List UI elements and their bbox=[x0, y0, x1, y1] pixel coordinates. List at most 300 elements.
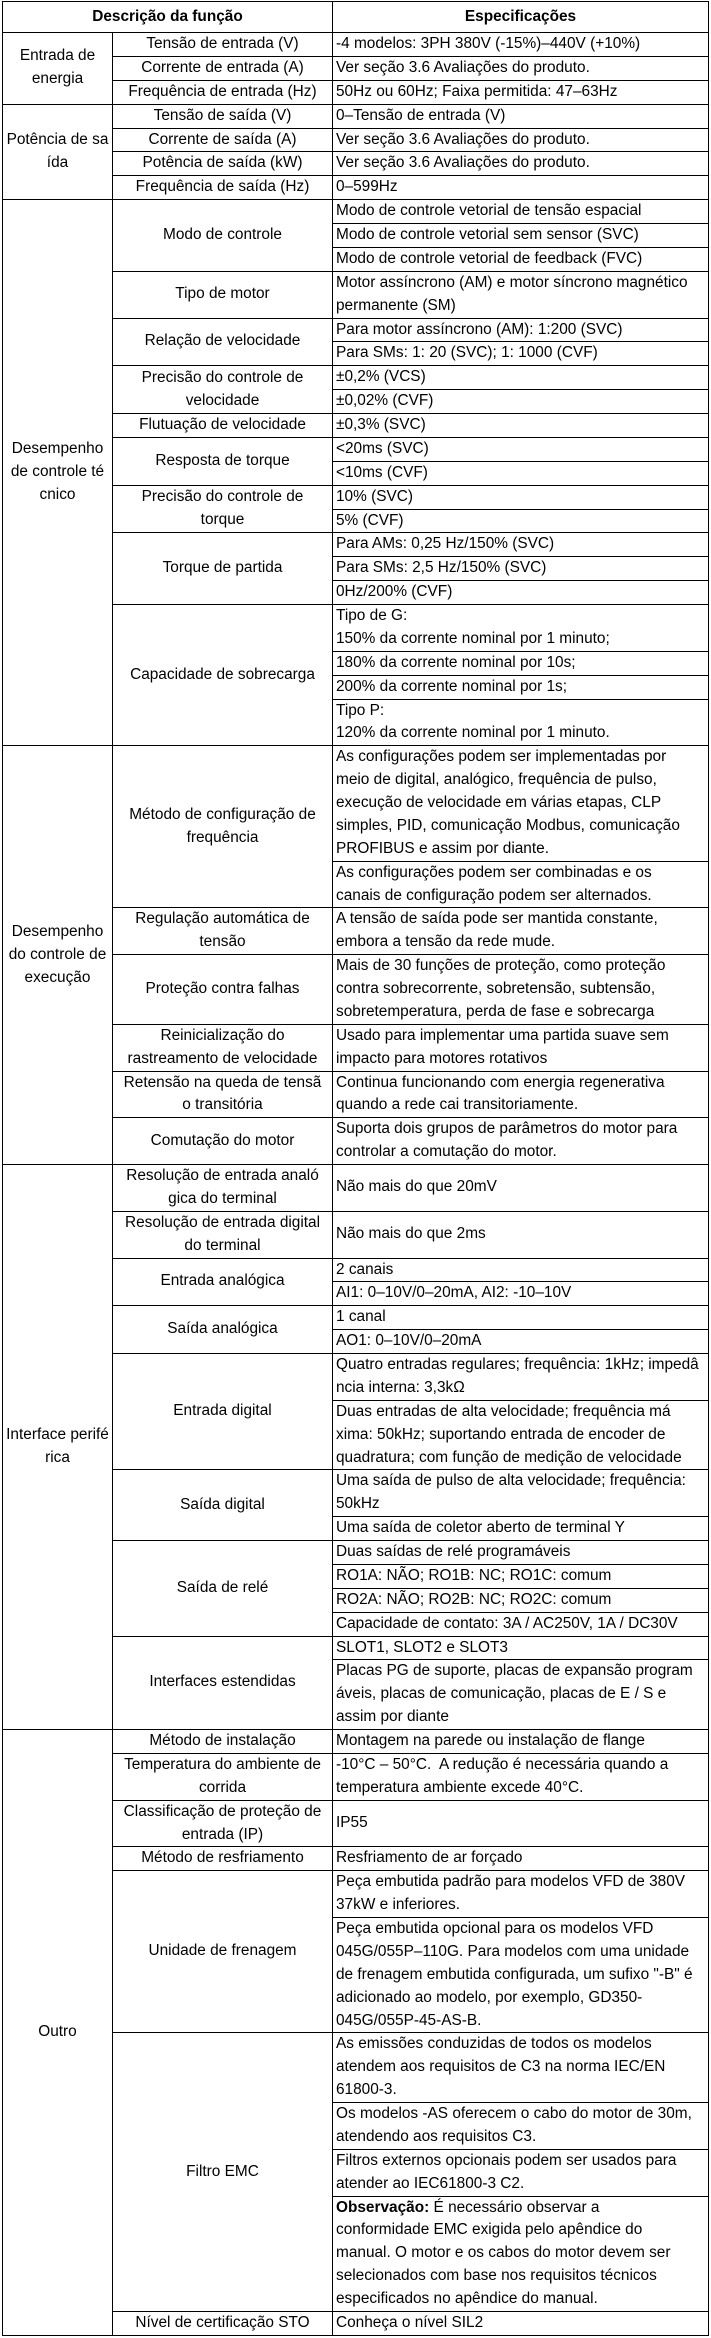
cell-line: Filtros externos opcionais podem ser usados para bbox=[336, 2151, 677, 2169]
spec-column bbox=[333, 1072, 709, 1119]
cell-line: Modo de controle vetorial de tensão espacial bbox=[336, 202, 642, 220]
function-cell bbox=[113, 366, 333, 414]
spec-column bbox=[333, 105, 709, 129]
spec-cell bbox=[333, 366, 709, 390]
cell-line: rastreamento de velocidade bbox=[127, 1049, 318, 1067]
cell-line: ncia interna: 3,3kΩ bbox=[336, 1378, 465, 1396]
table-row bbox=[113, 1470, 709, 1541]
table-row bbox=[113, 1871, 709, 2033]
group-rows bbox=[113, 200, 709, 746]
spec-column bbox=[333, 200, 709, 272]
header-function-description: Descrição da função bbox=[3, 2, 333, 33]
spec-cell bbox=[333, 33, 709, 57]
cell-line: Capacidade de contato: 3A / AC250V, 1A / DC30V bbox=[336, 1614, 678, 1632]
function-cell bbox=[113, 2033, 333, 2312]
spec-cell bbox=[333, 57, 709, 81]
spec-column bbox=[333, 955, 709, 1025]
table-group bbox=[3, 746, 709, 1165]
spec-cell bbox=[333, 1025, 709, 1072]
cell-line: Peça embutida opcional para os modelos VFD bbox=[336, 1920, 654, 1937]
cell-line: IP55 bbox=[336, 1814, 368, 1832]
function-cell bbox=[113, 200, 333, 272]
function-cell bbox=[113, 57, 333, 81]
cell-line: Peça embutida padrão para modelos VFD de 380V bbox=[336, 1873, 686, 1891]
cell-line: Uma saída de coletor aberto de terminal Y bbox=[336, 1519, 625, 1537]
spec-column bbox=[333, 1306, 709, 1354]
function-cell bbox=[113, 533, 333, 605]
spec-cell bbox=[333, 1212, 709, 1259]
category-cell bbox=[3, 33, 113, 105]
table-row bbox=[113, 33, 709, 57]
function-cell bbox=[113, 33, 333, 57]
spec-cell bbox=[333, 676, 709, 700]
cell-line: Retensão na queda de tensã bbox=[123, 1073, 322, 1091]
spec-cell bbox=[333, 1306, 709, 1330]
spec-cell bbox=[333, 862, 709, 909]
spec-cell bbox=[333, 1517, 709, 1541]
category-cell bbox=[3, 1730, 113, 2336]
function-cell bbox=[113, 1754, 333, 1801]
spec-cell bbox=[333, 908, 709, 955]
table-row bbox=[113, 176, 709, 200]
cell-line: 50Hz ou 60Hz; Faixa permitida: 47–63Hz bbox=[336, 82, 618, 100]
cell-line: Frequência de entrada (Hz) bbox=[128, 82, 317, 100]
cell-line: quadratura; com função de medição de velocidade bbox=[336, 1448, 682, 1466]
spec-column bbox=[333, 152, 709, 176]
cell-line: ±0,2% (VCS) bbox=[336, 368, 426, 386]
cell-line: Entrada analógica bbox=[160, 1272, 285, 1290]
spec-column bbox=[333, 57, 709, 81]
cell-line: Potência de sa bbox=[6, 131, 109, 148]
category-cell bbox=[3, 105, 113, 201]
spec-column bbox=[333, 1025, 709, 1072]
table-row bbox=[113, 319, 709, 367]
cell-line: Tipo de motor bbox=[175, 285, 270, 303]
spec-cell bbox=[333, 1470, 709, 1517]
cell-line: 5% (CVF) bbox=[336, 511, 404, 529]
cell-line: Torque de partida bbox=[162, 559, 283, 577]
table-row bbox=[113, 1730, 709, 1754]
table-row bbox=[113, 366, 709, 414]
spec-cell bbox=[333, 438, 709, 462]
cell-line: Flutuação de velocidade bbox=[139, 416, 306, 433]
cell-line: contra sobrecorrente, sobretensão, subtensão, bbox=[336, 980, 656, 997]
cell-line: Potência de saída (kW) bbox=[142, 154, 303, 172]
cell-line: 2 canais bbox=[336, 1260, 394, 1278]
table-row bbox=[113, 1847, 709, 1871]
cell-line: Continua funcionando com energia regenerativa bbox=[336, 1073, 665, 1091]
cell-line: atender ao IEC61800-3 C2. bbox=[336, 2174, 525, 2192]
cell-line: frequência bbox=[186, 828, 259, 846]
spec-cell bbox=[333, 200, 709, 224]
table-header bbox=[3, 2, 709, 33]
spec-cell bbox=[333, 81, 709, 105]
cell-line: Suporta dois grupos de parâmetros do motor para bbox=[336, 1120, 678, 1138]
cell-line: Os modelos -AS oferecem o cabo do motor de 30m, bbox=[336, 2105, 692, 2122]
cell-line: Proteção contra falhas bbox=[145, 980, 300, 997]
function-cell bbox=[113, 1165, 333, 1212]
spec-cell bbox=[333, 1565, 709, 1589]
spec-cell bbox=[333, 2312, 709, 2336]
spec-cell bbox=[333, 319, 709, 343]
cell-line: RO2A: NÃO; RO2B: NC; RO2C: comum bbox=[336, 1590, 612, 1608]
spec-cell bbox=[333, 1871, 709, 1918]
cell-line: Precisão do controle de bbox=[141, 488, 304, 506]
table-row bbox=[113, 129, 709, 153]
cell-line: Unidade de frenagem bbox=[148, 1942, 297, 1960]
cell-line: Temperatura do ambiente de bbox=[124, 1755, 321, 1773]
table-row bbox=[113, 1541, 709, 1637]
cell-line: Não mais do que 2ms bbox=[336, 1225, 486, 1243]
spec-cell bbox=[333, 1660, 709, 1730]
spec-cell bbox=[333, 605, 709, 652]
bold-label: Observação: bbox=[336, 2198, 430, 2216]
cell-line: de controle té bbox=[10, 463, 105, 481]
cell-line: Modo de controle vetorial de feedback (FVC) bbox=[336, 249, 643, 267]
cell-line: Tensão de entrada (V) bbox=[146, 35, 299, 52]
cell-line: 50kHz bbox=[336, 1495, 380, 1513]
function-cell bbox=[113, 129, 333, 153]
cell-line: As emissões conduzidas de todos os modelos bbox=[336, 2035, 652, 2053]
cell-line: AI1: 0–10V/0–20mA, AI2: -10–10V bbox=[336, 1284, 572, 1302]
cell-line: Para SMs: 1: 20 (SVC); 1: 1000 (CVF) bbox=[336, 344, 598, 362]
function-cell bbox=[113, 414, 333, 438]
table-row bbox=[113, 605, 709, 746]
cell-line: Relação de velocidade bbox=[144, 332, 301, 350]
cell-line: 0–599Hz bbox=[336, 178, 398, 196]
cell-line: rica bbox=[45, 1449, 70, 1466]
table-row bbox=[113, 1801, 709, 1848]
cell-line: selecionados com base nos requisitos técnicos bbox=[336, 2267, 657, 2285]
table-row bbox=[113, 438, 709, 486]
cell-line: Entrada de bbox=[19, 47, 96, 65]
cell-line: 61800-3. bbox=[336, 2081, 397, 2099]
cell-line: Classificação de proteção de bbox=[123, 1802, 322, 1820]
cell-line: temperatura ambiente excede 40°C. bbox=[336, 1778, 584, 1796]
function-cell bbox=[113, 1306, 333, 1354]
cell-line: meio de digital, analógico, frequência de pulso, bbox=[336, 771, 657, 789]
cell-line: Desempenho bbox=[11, 440, 104, 458]
cell-line: Filtro EMC bbox=[186, 2162, 259, 2180]
spec-cell bbox=[333, 342, 709, 366]
spec-cell bbox=[333, 955, 709, 1025]
spec-column bbox=[333, 1165, 709, 1212]
spec-cell bbox=[333, 1165, 709, 1212]
spec-column bbox=[333, 1118, 709, 1165]
cell-line: Para motor assíncrono (AM): 1:200 (SVC) bbox=[336, 320, 623, 338]
spec-column bbox=[333, 1847, 709, 1871]
spec-column bbox=[333, 272, 709, 319]
cell-line: embora a tensão da rede mude. bbox=[336, 933, 556, 951]
spec-column bbox=[333, 1354, 709, 1470]
spec-cell bbox=[333, 129, 709, 153]
cell-line: canais de configuração podem ser alternados. bbox=[336, 886, 652, 904]
function-cell bbox=[113, 105, 333, 129]
cell-line: 0Hz/200% (CVF) bbox=[336, 583, 453, 601]
cell-line: Modo de controle bbox=[163, 226, 282, 243]
cell-line: Para AMs: 0,25 Hz/150% (SVC) bbox=[336, 535, 555, 553]
cell-line: Saída digital bbox=[180, 1495, 265, 1513]
spec-column bbox=[333, 1212, 709, 1259]
spec-column bbox=[333, 1259, 709, 1307]
cell-line: de frenagem embutida configurada, um sufixo "-B" é bbox=[336, 1965, 693, 1983]
cell-line: A tensão de saída pode ser mantida constante, bbox=[336, 910, 658, 928]
cell-line: impacto para motores rotativos bbox=[336, 1049, 548, 1067]
cell-line: simples, PID, comunicação Modbus, comunicação bbox=[336, 816, 680, 834]
spec-cell bbox=[333, 1589, 709, 1613]
spec-column bbox=[333, 2033, 709, 2312]
spec-column bbox=[333, 1730, 709, 1754]
cell-line: assim por diante bbox=[336, 1708, 449, 1726]
spec-cell bbox=[333, 1730, 709, 1754]
spec-cell bbox=[333, 272, 709, 319]
cell-line: 37kW e inferiores. bbox=[336, 1896, 461, 1914]
cell-line: Uma saída de pulso de alta velocidade; frequência: bbox=[336, 1472, 686, 1490]
spec-column bbox=[333, 908, 709, 955]
cell-line: atendem aos requisitos de C3 na norma IEC/EN bbox=[336, 2058, 666, 2076]
cell-line: Resolução de entrada analó bbox=[126, 1167, 319, 1184]
function-cell bbox=[113, 1025, 333, 1072]
spec-cell bbox=[333, 176, 709, 200]
cell-line: o transitória bbox=[182, 1096, 263, 1114]
spec-column bbox=[333, 414, 709, 438]
cell-line: ±0,02% (CVF) bbox=[336, 392, 434, 410]
spec-column bbox=[333, 1637, 709, 1731]
cell-line: xima: 50kHz; suportando entrada de encoder de bbox=[336, 1425, 666, 1443]
cell-line: 10% (SVC) bbox=[336, 487, 413, 505]
function-cell bbox=[113, 438, 333, 486]
spec-cell bbox=[333, 700, 709, 747]
spec-cell bbox=[333, 1754, 709, 1801]
cell-line: <10ms (CVF) bbox=[336, 463, 428, 481]
function-cell bbox=[113, 746, 333, 908]
category-cell bbox=[3, 200, 113, 746]
cell-line: <20ms (SVC) bbox=[336, 439, 429, 457]
spec-column bbox=[333, 605, 709, 746]
spec-cell bbox=[333, 152, 709, 176]
spec-cell bbox=[333, 1354, 709, 1401]
category-cell bbox=[3, 1165, 113, 1730]
table-row bbox=[113, 200, 709, 272]
table-body bbox=[3, 33, 709, 2336]
header-specifications: Especificações bbox=[333, 2, 709, 33]
cell-line: Corrente de saída (A) bbox=[148, 130, 297, 148]
cell-line: Conheça o nível SIL2 bbox=[336, 2313, 484, 2331]
cell-line: do terminal bbox=[184, 1236, 261, 1254]
spec-cell bbox=[333, 1401, 709, 1471]
cell-line: Nível de certificação STO bbox=[135, 2313, 310, 2331]
group-rows bbox=[113, 746, 709, 1165]
table-row bbox=[113, 955, 709, 1025]
function-cell bbox=[113, 2312, 333, 2336]
specification-table bbox=[2, 1, 709, 2336]
cell-line: -4 modelos: 3PH 380V (-15%)–440V (+10%) bbox=[336, 35, 641, 52]
cell-line: Entrada digital bbox=[173, 1402, 272, 1420]
spec-cell bbox=[333, 105, 709, 129]
group-rows bbox=[113, 105, 709, 201]
cell-line: permanente (SM) bbox=[336, 296, 456, 314]
function-cell bbox=[113, 81, 333, 105]
spec-cell bbox=[333, 1541, 709, 1565]
cell-line: Duas saídas de relé programáveis bbox=[336, 1543, 571, 1560]
cell-line: conformidade EMC exigida pelo apêndice do bbox=[336, 2221, 643, 2239]
cell-line: Saída de relé bbox=[176, 1578, 269, 1596]
table-row bbox=[113, 1637, 709, 1731]
function-cell bbox=[113, 1730, 333, 1754]
cell-line: 0–Tensão de entrada (V) bbox=[336, 106, 506, 124]
spec-cell bbox=[333, 1259, 709, 1283]
table-row bbox=[113, 272, 709, 319]
function-cell bbox=[113, 1259, 333, 1307]
table-group bbox=[3, 1730, 709, 2336]
table-row bbox=[113, 81, 709, 105]
cell-line: Mais de 30 funções de proteção, como proteção bbox=[336, 957, 666, 975]
spec-column bbox=[333, 1871, 709, 2033]
function-cell bbox=[113, 1871, 333, 2033]
cell-line: 200% da corrente nominal por 1s; bbox=[336, 677, 567, 695]
spec-cell bbox=[333, 1072, 709, 1119]
cell-line bbox=[336, 2197, 708, 2220]
cell-line: Método de configuração de bbox=[129, 805, 316, 823]
spec-column bbox=[333, 1470, 709, 1541]
function-cell bbox=[113, 1541, 333, 1637]
cell-line: Capacidade de sobrecarga bbox=[130, 665, 315, 683]
cell-line: execução bbox=[24, 968, 91, 986]
cell-line: controlar a comutação do motor. bbox=[336, 1143, 557, 1161]
table-row bbox=[113, 486, 709, 534]
cell-line: Motor assíncrono (AM) e motor síncrono magnético bbox=[336, 273, 688, 291]
cell-line: Duas entradas de alta velocidade; frequência má bbox=[336, 1402, 671, 1420]
table-row bbox=[113, 414, 709, 438]
function-cell bbox=[113, 1801, 333, 1848]
spec-column bbox=[333, 129, 709, 153]
spec-cell bbox=[333, 746, 709, 861]
function-cell bbox=[113, 1212, 333, 1259]
cell-line: entrada (IP) bbox=[181, 1825, 264, 1843]
function-cell bbox=[113, 1354, 333, 1470]
spec-column bbox=[333, 1541, 709, 1637]
cell-line: 1 canal bbox=[336, 1308, 386, 1326]
spec-cell bbox=[333, 2103, 709, 2150]
cell-line: 180% da corrente nominal por 10s; bbox=[336, 653, 576, 671]
spec-cell bbox=[333, 1637, 709, 1661]
cell-line: Outro bbox=[38, 2022, 77, 2040]
cell-line: execução de velocidade em várias etapas, CLP bbox=[336, 794, 662, 811]
cell-line: Modo de controle vetorial sem sensor (SVC) bbox=[336, 226, 639, 243]
cell-line: Corrente de entrada (A) bbox=[141, 58, 304, 76]
cell-line: Saída analógica bbox=[167, 1320, 278, 1338]
table-row bbox=[113, 1259, 709, 1307]
table-row bbox=[113, 152, 709, 176]
cell-line: Ver seção 3.6 Avaliações do produto. bbox=[336, 154, 590, 172]
spec-cell bbox=[333, 2197, 709, 2312]
cell-line: Comutação do motor bbox=[150, 1131, 295, 1149]
spec-column bbox=[333, 176, 709, 200]
spec-cell bbox=[333, 414, 709, 438]
spec-cell bbox=[333, 1118, 709, 1165]
cell-line: SLOT1, SLOT2 e SLOT3 bbox=[336, 1638, 508, 1656]
category-cell bbox=[3, 746, 113, 1165]
spec-cell bbox=[333, 1330, 709, 1354]
cell-line: Tensão de saída (V) bbox=[153, 106, 292, 124]
cell-line: gica do terminal bbox=[168, 1189, 277, 1207]
cell-line: 150% da corrente nominal por 1 minuto; bbox=[336, 629, 610, 647]
cell-line: energia bbox=[31, 70, 84, 88]
cell-line: Resfriamento de ar forçado bbox=[336, 1849, 523, 1867]
cell-line: tensão bbox=[199, 933, 246, 951]
spec-cell bbox=[333, 486, 709, 510]
spec-cell bbox=[333, 533, 709, 557]
cell-line: Regulação automática de bbox=[135, 910, 310, 928]
cell-line: ±0,3% (SVC) bbox=[336, 416, 426, 433]
table-group bbox=[3, 1165, 709, 1730]
table-row bbox=[113, 1072, 709, 1119]
cell-line: Placas PG de suporte, placas de expansão program bbox=[336, 1662, 693, 1680]
function-cell bbox=[113, 605, 333, 746]
cell-line: manual. O motor e os cabos do motor devem ser bbox=[336, 2244, 671, 2262]
spec-column bbox=[333, 438, 709, 486]
cell-line: Tipo de G: bbox=[336, 607, 408, 624]
cell-line: Para SMs: 2,5 Hz/150% (SVC) bbox=[336, 559, 547, 577]
table-row bbox=[113, 105, 709, 129]
table-row bbox=[113, 1754, 709, 1801]
table-row bbox=[113, 1354, 709, 1470]
function-cell bbox=[113, 1072, 333, 1119]
function-cell bbox=[113, 1637, 333, 1731]
spec-cell bbox=[333, 1282, 709, 1306]
group-rows bbox=[113, 1730, 709, 2336]
cell-line: Ver seção 3.6 Avaliações do produto. bbox=[336, 130, 590, 148]
table-row bbox=[113, 2033, 709, 2312]
spec-cell bbox=[333, 1918, 709, 2033]
function-cell bbox=[113, 1470, 333, 1541]
cell-line: Frequência de saída (Hz) bbox=[135, 178, 310, 196]
cell-line: PROFIBUS e assim por diante. bbox=[336, 839, 549, 857]
spec-column bbox=[333, 319, 709, 367]
spec-column bbox=[333, 366, 709, 414]
cell-line: cnico bbox=[39, 486, 76, 504]
table-row bbox=[113, 1165, 709, 1212]
spec-cell bbox=[333, 1801, 709, 1848]
spec-cell bbox=[333, 462, 709, 486]
cell-line: As configurações podem ser implementadas por bbox=[336, 748, 667, 766]
cell-line: torque bbox=[200, 511, 245, 528]
spec-column bbox=[333, 533, 709, 605]
spec-cell bbox=[333, 390, 709, 414]
spec-column bbox=[333, 81, 709, 105]
spec-cell bbox=[333, 224, 709, 248]
cell-line: Reinicialização do bbox=[160, 1026, 285, 1044]
table-row bbox=[113, 2312, 709, 2336]
table-group bbox=[3, 33, 709, 105]
function-cell bbox=[113, 486, 333, 534]
spec-cell bbox=[333, 1613, 709, 1637]
spec-cell bbox=[333, 2033, 709, 2103]
cell-line: AO1: 0–10V/0–20mA bbox=[336, 1332, 482, 1350]
cell-line: áveis, placas de comunicação, placas de E / S e bbox=[336, 1685, 667, 1703]
table-row bbox=[113, 908, 709, 955]
spec-column bbox=[333, 1754, 709, 1801]
group-rows bbox=[113, 1165, 709, 1730]
cell-line: corrida bbox=[198, 1778, 247, 1796]
cell-line: quando a rede cai transitoriamente. bbox=[336, 1096, 579, 1114]
spec-column bbox=[333, 1801, 709, 1848]
spec-cell bbox=[333, 581, 709, 605]
spec-cell bbox=[333, 1847, 709, 1871]
spec-column bbox=[333, 486, 709, 534]
spec-column bbox=[333, 33, 709, 57]
cell-line: velocidade bbox=[185, 391, 260, 409]
